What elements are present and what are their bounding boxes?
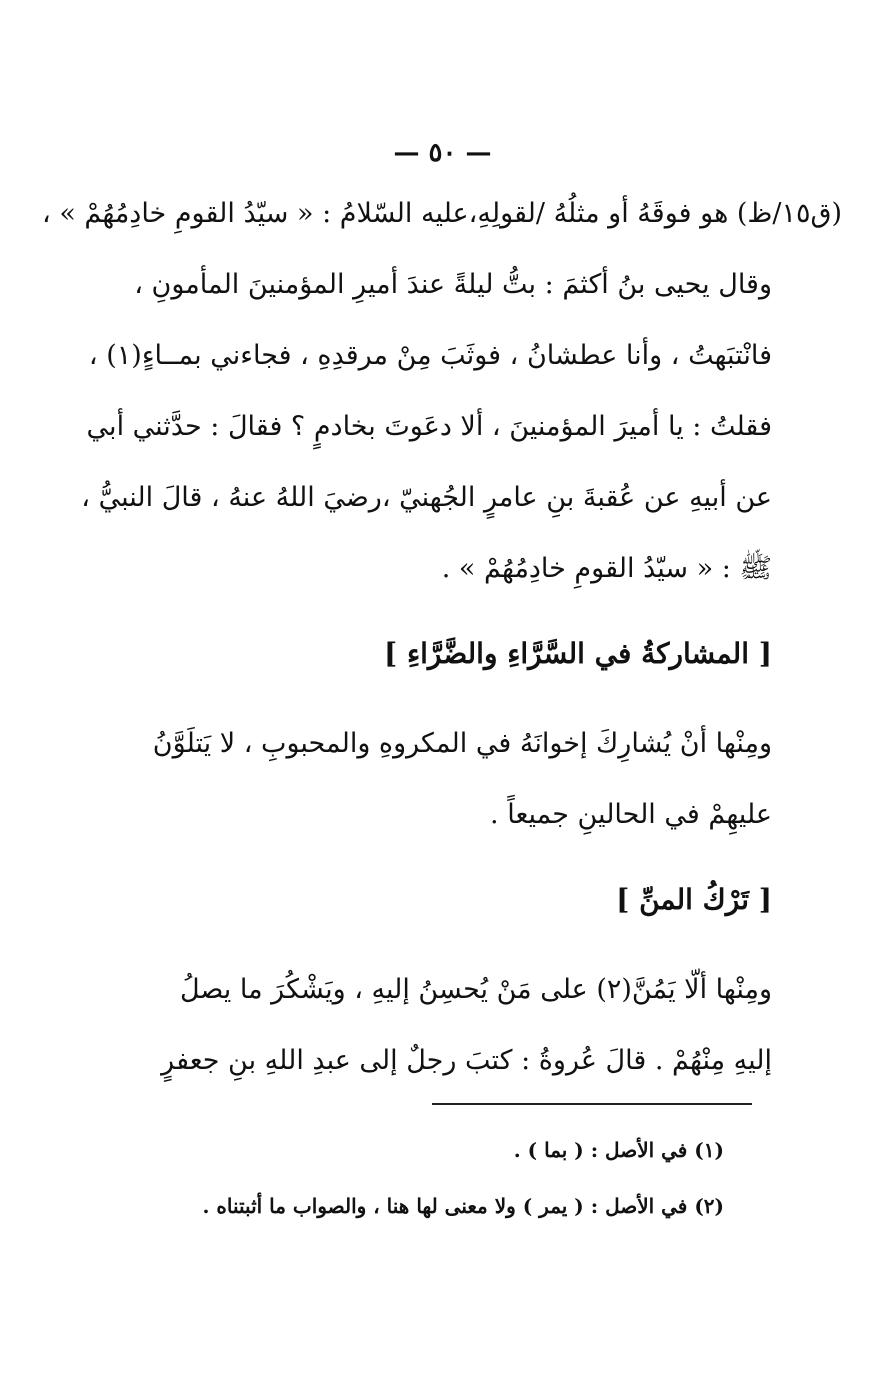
text-line: فقلتُ : يا أميرَ المؤمنينَ ، ألا دعَوتَ بخادمٍ ؟ فقالَ : حدَّثني أبي — [86, 411, 772, 442]
paragraph-servant-of-people — [42, 178, 842, 604]
section-heading: [ المشاركةُ في السَّرَّاءِ والضَّرَّاءِ ] — [383, 637, 772, 670]
paragraph-sharing — [112, 708, 772, 850]
paragraph-no-reminding — [112, 954, 772, 1096]
text-line: عن أبيهِ عن عُقبةَ بنِ عامرٍ الجُهنيّ ،رضيَ اللهُ عنهُ ، قالَ النبيُّ ، — [81, 482, 772, 513]
text-line: ومِنْها ألّا يَمُنَّ(٢) على مَنْ يُحسِنُ إليهِ ، ويَشْكُرَ ما يصلُ — [179, 974, 772, 1005]
section-heading: [ تَرْكُ المنِّ ] — [616, 883, 772, 916]
text-line: (ق١٥/ظ) هو فوقَهُ أو مثلُهُ /لقولِهِ،عليه السّلامُ : « سيّدُ القومِ خادِمُهُمْ » ، — [42, 198, 842, 229]
footnote-1: (١) في الأصل : ( بما ) . — [513, 1138, 724, 1162]
footnote-divider — [432, 1103, 752, 1105]
page-number: — ٥٠ — — [393, 138, 492, 168]
footnote-2: (٢) في الأصل : ( يمر ) ولا معنى لها هنا ، والصواب ما أثبتناه . — [202, 1194, 724, 1218]
text-line: ومِنْها أنْ يُشارِكَ إخوانَهُ في المكروهِ والمحبوبِ ، لا يَتلَوَّنُ — [152, 728, 772, 759]
text-line: إليهِ مِنْهُمْ . قالَ عُروةُ : كتبَ رجلٌ إلى عبدِ اللهِ بنِ جعفرٍ — [161, 1045, 772, 1076]
main-text — [42, 178, 842, 1096]
text-line: ﷺ : « سيّدُ القومِ خادِمُهُمْ » . — [441, 553, 772, 584]
text-line: عليهِمْ في الحالينِ جميعاً . — [490, 799, 772, 830]
footnotes — [112, 1122, 724, 1234]
text-line: فانْتبَهتُ ، وأنا عطشانُ ، فوثَبَ مِنْ مرقدِهِ ، فجاءني بمــاءٍ(١) ، — [88, 340, 772, 371]
text-line: وقال يحيى بنُ أكثمَ : بتُّ ليلةً عندَ أميرِ المؤمنينَ المأمونِ ، — [134, 269, 772, 300]
